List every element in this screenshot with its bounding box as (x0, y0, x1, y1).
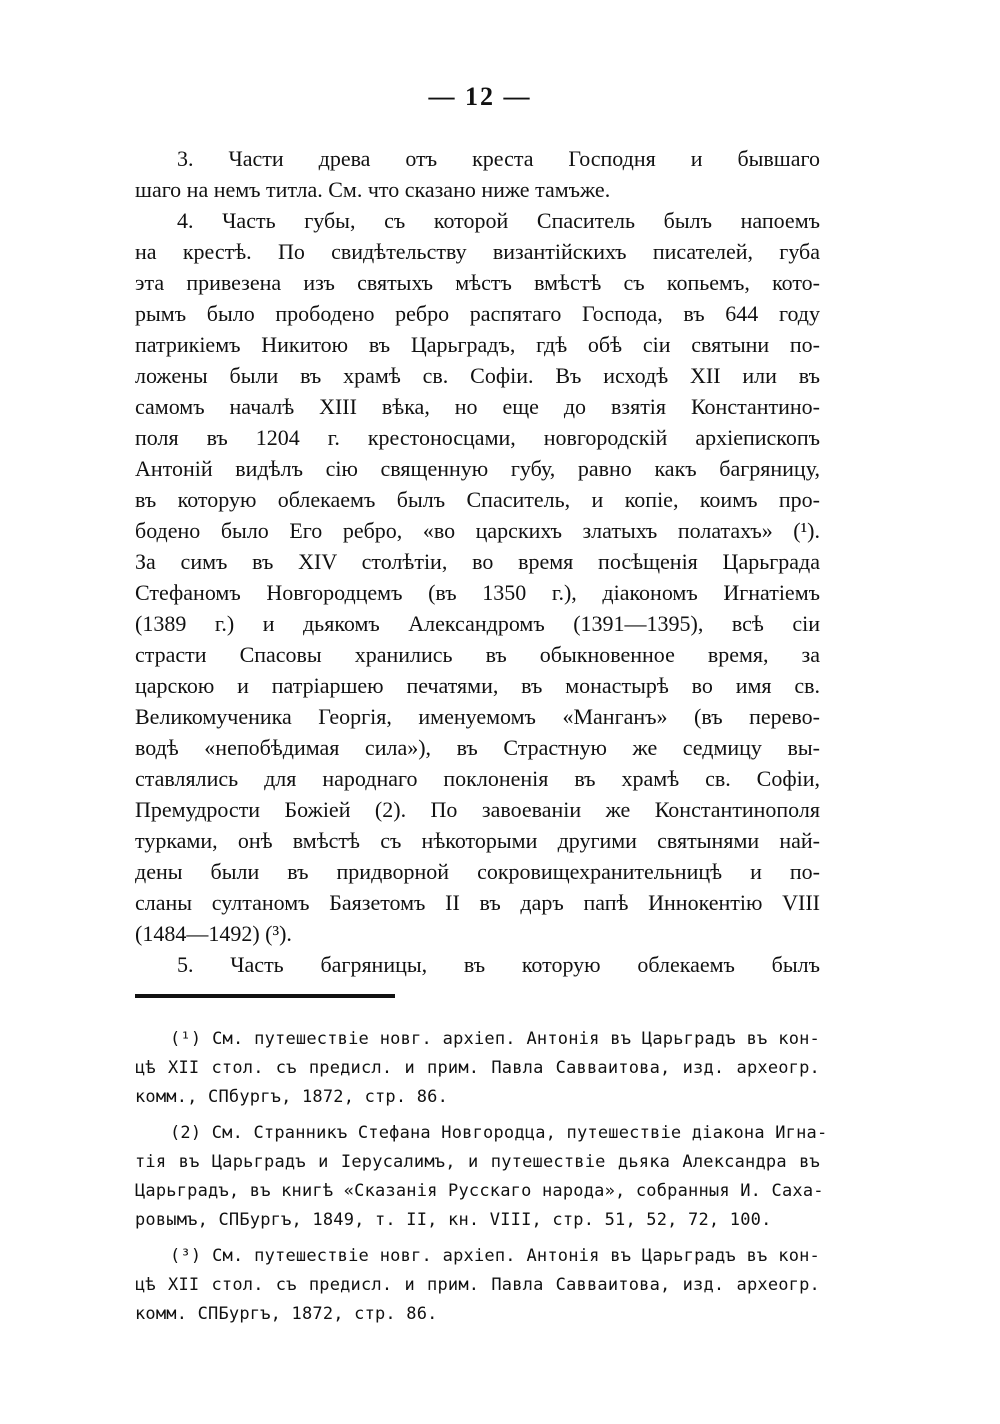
text-line: Великомученика Георгія, именуемомъ «Манганъ» (въ перево- (135, 704, 820, 729)
text-line: ложены были въ храмѣ св. Софіи. Въ исходѣ XII или въ (135, 363, 820, 388)
footnote-line: комм., СПбургъ, 1872, стр. 86. (135, 1087, 449, 1107)
text-line: страсти Спасовы хранились въ обыкновенное время, за (135, 642, 820, 667)
text-line: ставлялись для народнаго поклоненія въ храмѣ св. Софіи, (135, 766, 820, 791)
text-line: Премудрости Божіей (2). По завоеваніи же Константинополя (135, 797, 820, 822)
text-line: 3. Части древа отъ креста Господня и бывшаго (177, 146, 820, 171)
text-line: турками, онѣ вмѣстѣ съ нѣкоторыми другими святынями най- (135, 828, 820, 853)
text-line: патрикіемъ Никитою въ Царьградъ, гдѣ обѣ сіи святыни по- (135, 332, 820, 357)
footnote-gap (135, 1112, 820, 1119)
text-line: 5. Часть багряницы, въ которую облекаемъ былъ (177, 952, 820, 977)
footnote-1 (135, 1025, 820, 1112)
text-line: царскою и патріаршею печатями, въ монастырѣ во имя св. (135, 673, 820, 698)
footnote-line: (2) См. Странникъ Стефана Новгородца, путешествіе діакона Игна- (170, 1123, 828, 1143)
footnote-line: цѣ XII стол. съ предисл. и прим. Павла Савваитова, изд. археогр. (135, 1275, 820, 1295)
text-line: рымъ было прободено ребро распятаго Господа, въ 644 году (135, 301, 820, 326)
footnotes (135, 1025, 828, 1329)
footnote-separator-rule (135, 994, 395, 998)
text-line: шаго на немъ титла. См. что сказано ниже тамъже. (135, 177, 611, 202)
text-line: поля въ 1204 г. крестоносцами, новгородскій архіепископъ (135, 425, 820, 450)
text-line: дены были въ придворной сокровищехранительницѣ и по- (135, 859, 820, 884)
footnote-3 (135, 1242, 820, 1329)
footnote-line: тія въ Царьградъ и Іерусалимъ, и путешествіе дьяка Александра въ (135, 1152, 820, 1172)
text-line: въ которую облекаемъ былъ Спаситель, и копіе, коимъ про- (135, 487, 820, 512)
page-number: — 12 — (428, 82, 532, 111)
body-text (135, 143, 820, 980)
footnote-line: Царьградъ, въ книгѣ «Сказанія Русскаго народа», собранныя И. Саха- (135, 1181, 824, 1201)
text-line: водѣ «непобѣдимая сила»), въ Страстную же седмицу вы- (135, 735, 820, 760)
footnote-line: ровымъ, СПБургъ, 1849, т. II, кн. VIII, стр. 51, 52, 72, 100. (135, 1210, 772, 1230)
text-line: самомъ началѣ XIII вѣка, но еще до взятія Константино- (135, 394, 820, 419)
footnote-2 (135, 1119, 828, 1235)
footnote-line: комм. СПБургъ, 1872, стр. 86. (135, 1304, 438, 1324)
text-line: За симъ въ XIV столѣтіи, во время посѣщенія Царьграда (135, 549, 820, 574)
text-line: (1484—1492) (³). (135, 921, 292, 946)
text-line: сланы султаномъ Баязетомъ II въ даръ папѣ Иннокентію VIII (135, 890, 820, 915)
text-line: Стефаномъ Новгородцемъ (въ 1350 г.), діакономъ Игнатіемъ (135, 580, 820, 605)
text-line: на крестѣ. По свидѣтельству византійскихъ писателей, губа (135, 239, 820, 264)
text-line: 4. Часть губы, съ которой Спаситель былъ напоемъ (177, 208, 820, 233)
footnote-line: (¹) См. путешествіе новг. архіеп. Антонія въ Царьградъ въ кон- (170, 1029, 820, 1049)
text-line: (1389 г.) и дьякомъ Александромъ (1391—1395), всѣ сіи (135, 611, 820, 636)
footnote-gap (135, 1235, 820, 1242)
footnote-line: цѣ XII стол. съ предисл. и прим. Павла Савваитова, изд. археогр. (135, 1058, 820, 1078)
text-line: бодено было Его ребро, «во царскихъ златыхъ полатахъ» (¹). (135, 518, 820, 543)
footnote-line: (³) См. путешествіе новг. архіеп. Антонія въ Царьградъ въ кон- (170, 1246, 820, 1266)
text-line: Антоній видѣлъ сію священную губу, равно какъ багряницу, (135, 456, 820, 481)
text-line: эта привезена изъ святыхъ мѣстъ вмѣстѣ съ копьемъ, кото- (135, 270, 820, 295)
